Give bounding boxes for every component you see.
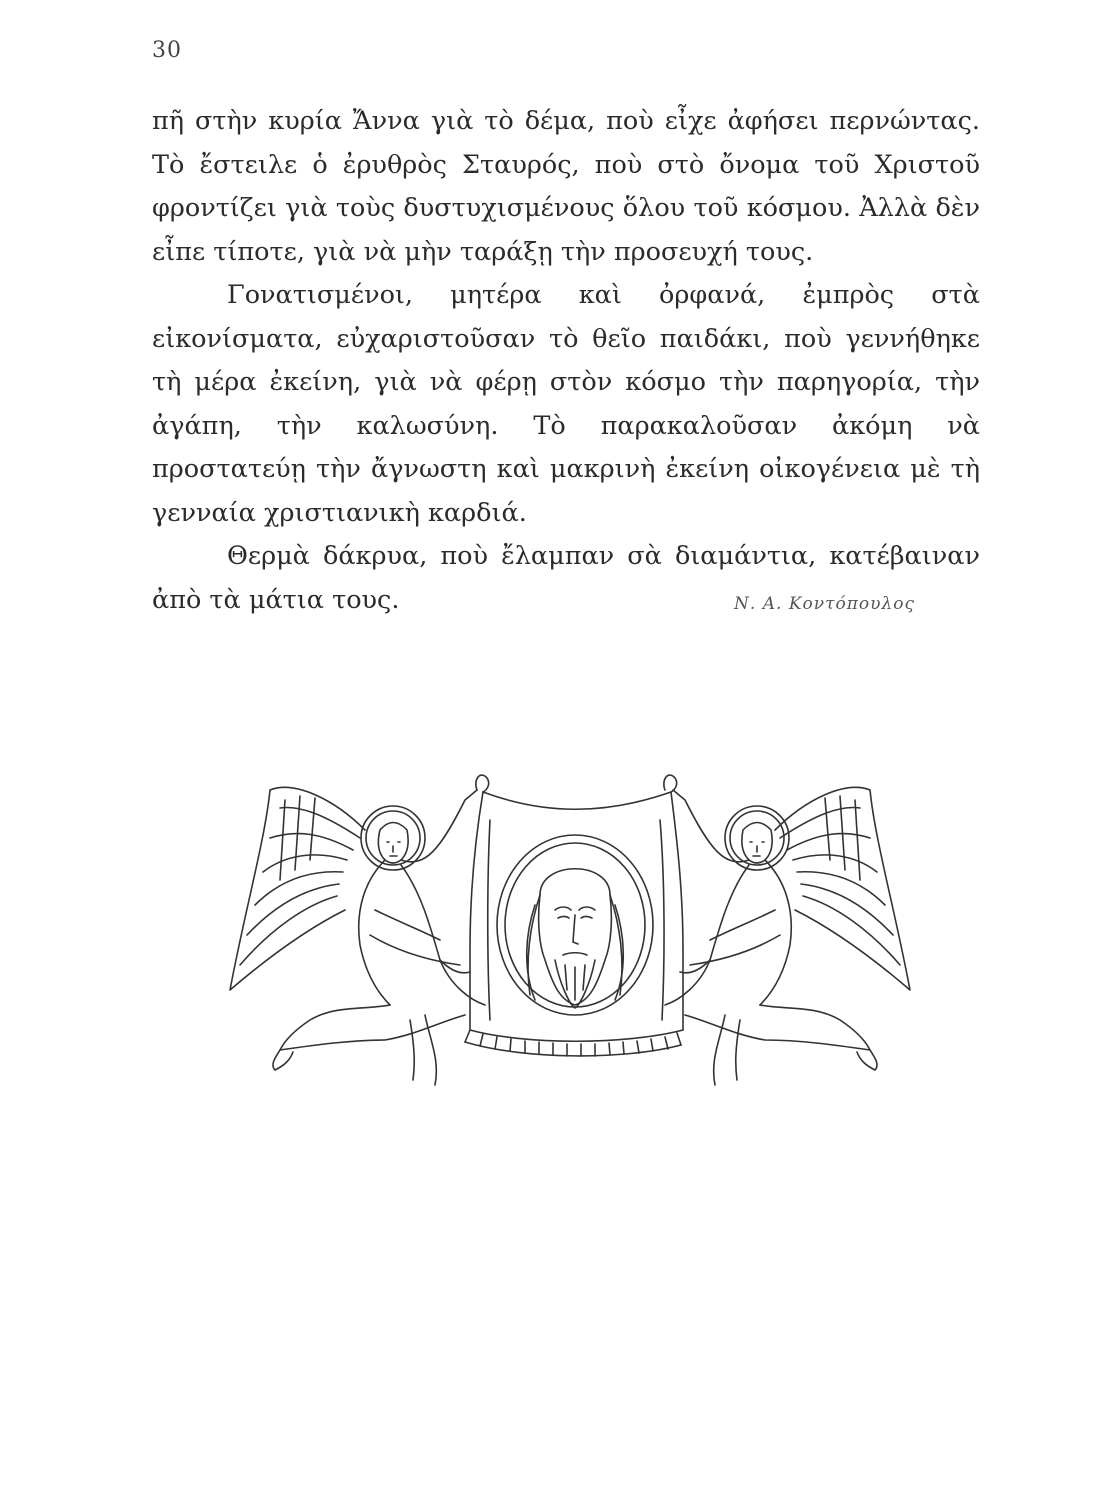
paragraph-3: Θερμὰ δάκρυα, ποὺ ἔλαμπαν σὰ διαμάντια, κατέβαιναν ἀπὸ τὰ μάτια τους. <box>152 541 980 615</box>
page-number: 30 <box>152 38 182 63</box>
text-block <box>152 100 980 622</box>
paragraph-2: Γονατισμένοι, μητέρα καὶ ὀρφανά, ἐμπρὸς στὰ εἰκονίσματα, εὐχαριστοῦσαν τὸ θεῖο παιδάκι, ποὺ γεννήθηκε τὴ μέρα ἐκείνη, γιὰ νὰ φέρῃ στὸν κόσμο τὴν παρηγορία, τὴν ἀγάπη, τὴν καλωσύνη. Τὸ παρακαλοῦσαν ἀκόμη νὰ προστατεύῃ τὴν ἄγνωστη καὶ μακρινὴ ἐκείνη οἰκογένεια μὲ τὴ γενναία χριστιανικὴ καρδιά. <box>152 280 980 528</box>
signature: Ν. Α. Κοντόπουλος <box>734 594 915 614</box>
left-wing-icon <box>230 787 365 990</box>
christ-face-icon <box>497 835 653 1015</box>
paragraph-1: πῆ στὴν κυρία Ἄννα γιὰ τὸ δέμα, ποὺ εἶχε ἀφήσει περνώντας. Τὸ ἔστειλε ὁ ἐρυθρὸς Σταυρός, ποὺ στὸ ὄνομα τοῦ Χριστοῦ φροντίζει γιὰ τοὺς δυστυχισμένους ὅλου τοῦ κόσμου. Ἀλλὰ δὲν εἶπε τίποτε, γιὰ νὰ μὴν ταράξῃ τὴν προσευχή τους. <box>152 106 980 267</box>
right-wing-icon <box>775 787 910 990</box>
angels-mandylion-drawing <box>225 760 915 1090</box>
illustration-angels-mandylion <box>225 760 915 1090</box>
